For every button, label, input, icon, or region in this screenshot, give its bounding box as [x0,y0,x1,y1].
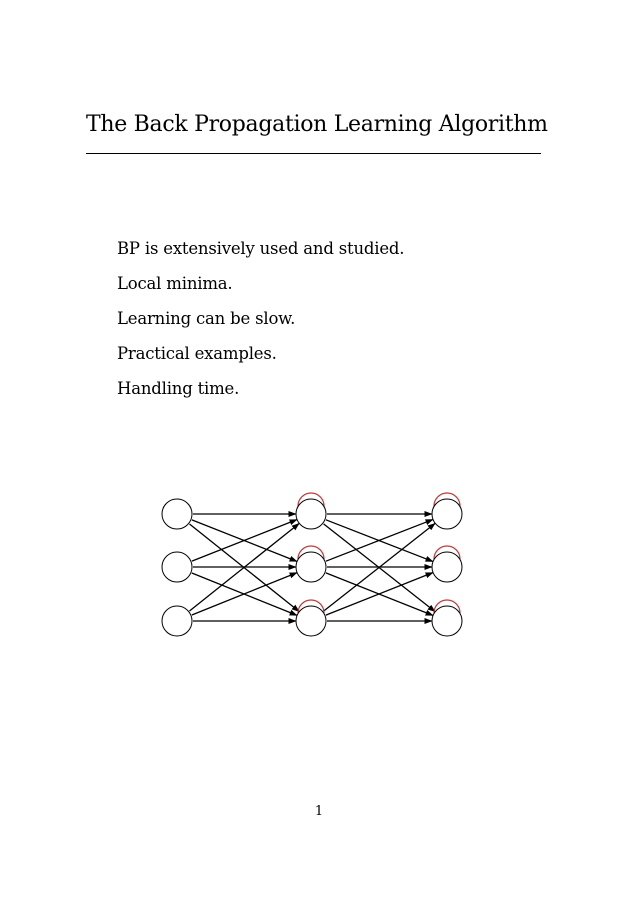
bullet-item: Local minima. [117,274,233,293]
neuron-node [296,499,326,529]
bullet-item: Handling time. [117,379,240,398]
bullet-item: Practical examples. [117,344,277,363]
neuron-node [162,499,192,529]
neuron-node [296,606,326,636]
bullet-list [117,236,404,411]
neuron-node [432,606,462,636]
neuron-node [162,552,192,582]
page-title: The Back Propagation Learning Algorithm [86,112,548,137]
neuron-node [432,552,462,582]
bullet-item: Learning can be slow. [117,309,296,328]
neuron-node [296,552,326,582]
neuron-node [432,499,462,529]
neuron-node [162,606,192,636]
network-diagram [150,480,490,660]
bullet-item: BP is extensively used and studied. [117,239,405,258]
title-divider [86,153,541,154]
page-number: 1 [314,804,324,819]
